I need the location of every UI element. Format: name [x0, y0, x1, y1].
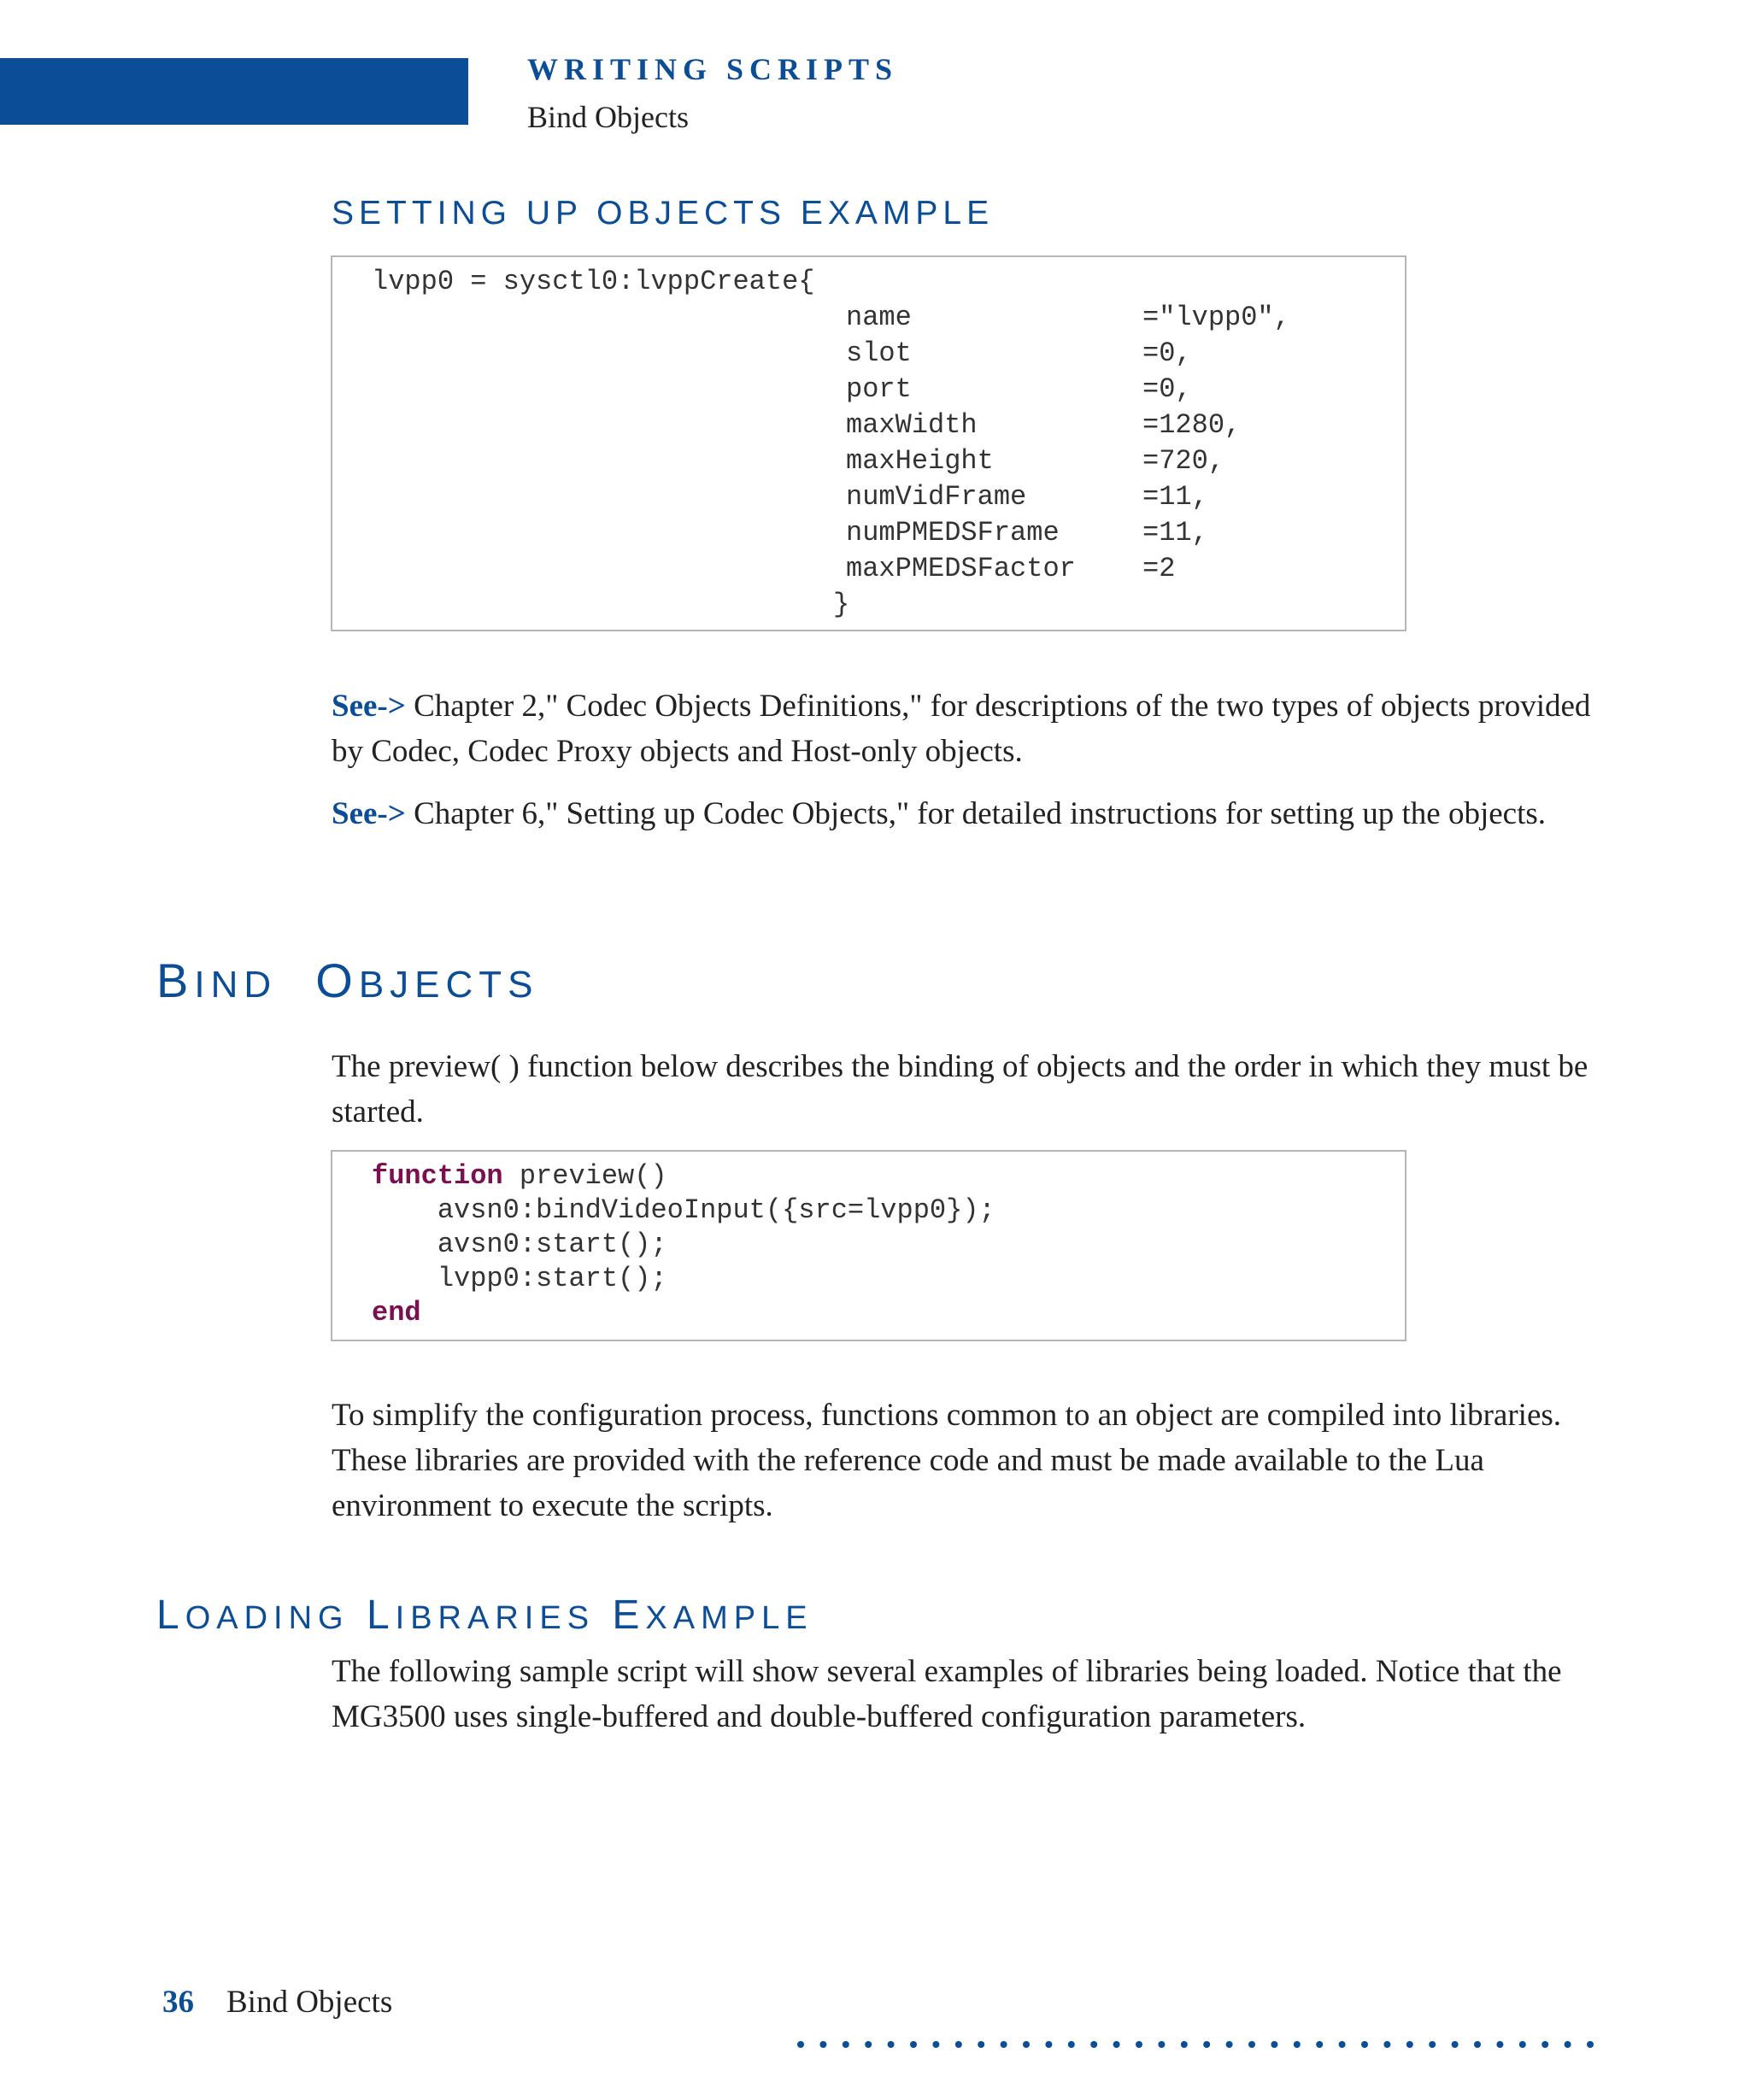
- code-param-value: =720,: [1142, 445, 1225, 477]
- code-param-value: =1280,: [1142, 409, 1242, 441]
- setup-code-block: [331, 255, 1406, 631]
- footer-dot: [1452, 2041, 1459, 2048]
- footer-dot: [1339, 2041, 1346, 2048]
- footer-dot-rule: [795, 2038, 1598, 2050]
- code-param-key: numVidFrame: [846, 481, 1027, 513]
- code-param-value: ="lvpp0",: [1142, 302, 1290, 333]
- code-param-value: =11,: [1142, 517, 1208, 548]
- see-text: Chapter 6," Setting up Codec Objects," for detailed instructions for setting up the objects.: [405, 796, 1547, 831]
- footer-dot: [1158, 2041, 1165, 2048]
- footer-dot: [1001, 2041, 1007, 2048]
- footer-dot: [1361, 2041, 1368, 2048]
- loading-paragraph: The following sample script will show several examples of libraries being loaded. Notice that the MG3500 uses single-buffered and double-buffered configuration parameters.: [332, 1654, 1562, 1734]
- footer-dot: [1045, 2041, 1052, 2048]
- header-color-bar: [0, 58, 468, 125]
- footer-dot: [865, 2041, 872, 2048]
- footer-dot: [1316, 2041, 1323, 2048]
- footer-dot: [955, 2041, 962, 2048]
- footer-dot: [1226, 2041, 1233, 2048]
- code-param-key: slot: [846, 337, 912, 369]
- footer-dot: [1136, 2041, 1142, 2048]
- loading-libraries-heading: LOADING LIBRARIES EXAMPLE: [156, 1593, 813, 1638]
- code-param-value: =11,: [1142, 481, 1208, 513]
- code-keyword: function: [372, 1160, 503, 1192]
- bind-intro-paragraph: The preview( ) function below describes the binding of objects and the order in which they must be started.: [332, 1049, 1589, 1129]
- code-line: function preview(): [372, 1160, 667, 1192]
- footer-section-label: Bind Objects: [226, 1985, 393, 2020]
- footer-dot: [932, 2041, 939, 2048]
- footer-dot: [1383, 2041, 1390, 2048]
- footer-dot: [1090, 2041, 1097, 2048]
- code-param-value: =0,: [1142, 373, 1192, 405]
- code-param-key: maxPMEDSFactor: [846, 553, 1076, 584]
- footer-dot: [1113, 2041, 1120, 2048]
- footer-dot: [1587, 2041, 1594, 2048]
- footer-dot: [1496, 2041, 1503, 2048]
- code-line: lvpp0 = sysctl0:lvppCreate{: [372, 266, 815, 297]
- code-keyword: end: [372, 1297, 421, 1329]
- footer-dot: [1248, 2041, 1255, 2048]
- footer-dot: [1023, 2041, 1030, 2048]
- bind-objects-heading: BIND OBJECTS: [156, 953, 539, 1007]
- footer-dot: [1181, 2041, 1188, 2048]
- code-param-key: maxWidth: [846, 409, 978, 441]
- code-param-key: maxHeight: [846, 445, 994, 477]
- running-subhead: Bind Objects: [527, 100, 689, 134]
- footer-dot: [1406, 2041, 1413, 2048]
- setup-example-heading: SETTING UP OBJECTS EXAMPLE: [332, 195, 995, 232]
- footer-dot: [910, 2041, 917, 2048]
- see-link[interactable]: See->: [332, 796, 406, 831]
- preview-code-block: [331, 1150, 1406, 1341]
- footer-dot: [1474, 2041, 1481, 2048]
- footer-dot: [1519, 2041, 1526, 2048]
- footer-dot: [797, 2041, 804, 2048]
- footer-dot: [1271, 2041, 1277, 2048]
- code-param-value: =2: [1142, 553, 1176, 584]
- footer-dot: [843, 2041, 849, 2048]
- code-param-key: numPMEDSFrame: [846, 517, 1060, 548]
- libraries-paragraph: To simplify the configuration process, functions common to an object are compiled into libraries. These libraries are provided with the reference code and must be made available to the Lua environment to execute the scripts.: [332, 1398, 1562, 1523]
- see-link[interactable]: See->: [332, 689, 406, 724]
- see-text: Chapter 2," Codec Objects Definitions," for descriptions of the two types of objects provided by Codec, Codec Proxy objects and Host-only objects.: [332, 689, 1591, 769]
- footer-dot: [1068, 2041, 1075, 2048]
- code-param-key: port: [846, 373, 912, 405]
- footer-dot: [1429, 2041, 1436, 2048]
- footer-dot: [888, 2041, 895, 2048]
- see-reference-chapter-6: [332, 791, 1596, 836]
- footer-dot: [1203, 2041, 1210, 2048]
- code-line: avsn0:bindVideoInput({src=lvpp0});: [372, 1194, 995, 1226]
- footer-dot: [978, 2041, 984, 2048]
- running-head: WRITING SCRIPTS: [527, 52, 899, 86]
- code-param-value: =0,: [1142, 337, 1192, 369]
- code-line: lvpp0:start();: [372, 1263, 667, 1294]
- code-line: [372, 1297, 421, 1329]
- code-line: avsn0:start();: [372, 1229, 667, 1260]
- footer-dot: [1542, 2041, 1548, 2048]
- code-line: }: [833, 589, 850, 620]
- footer-dot: [1294, 2041, 1301, 2048]
- code-param-key: name: [846, 302, 912, 333]
- footer-dot: [1565, 2041, 1571, 2048]
- footer-dot: [819, 2041, 826, 2048]
- see-reference-chapter-2: [332, 683, 1596, 774]
- page-number: 36: [162, 1985, 194, 2020]
